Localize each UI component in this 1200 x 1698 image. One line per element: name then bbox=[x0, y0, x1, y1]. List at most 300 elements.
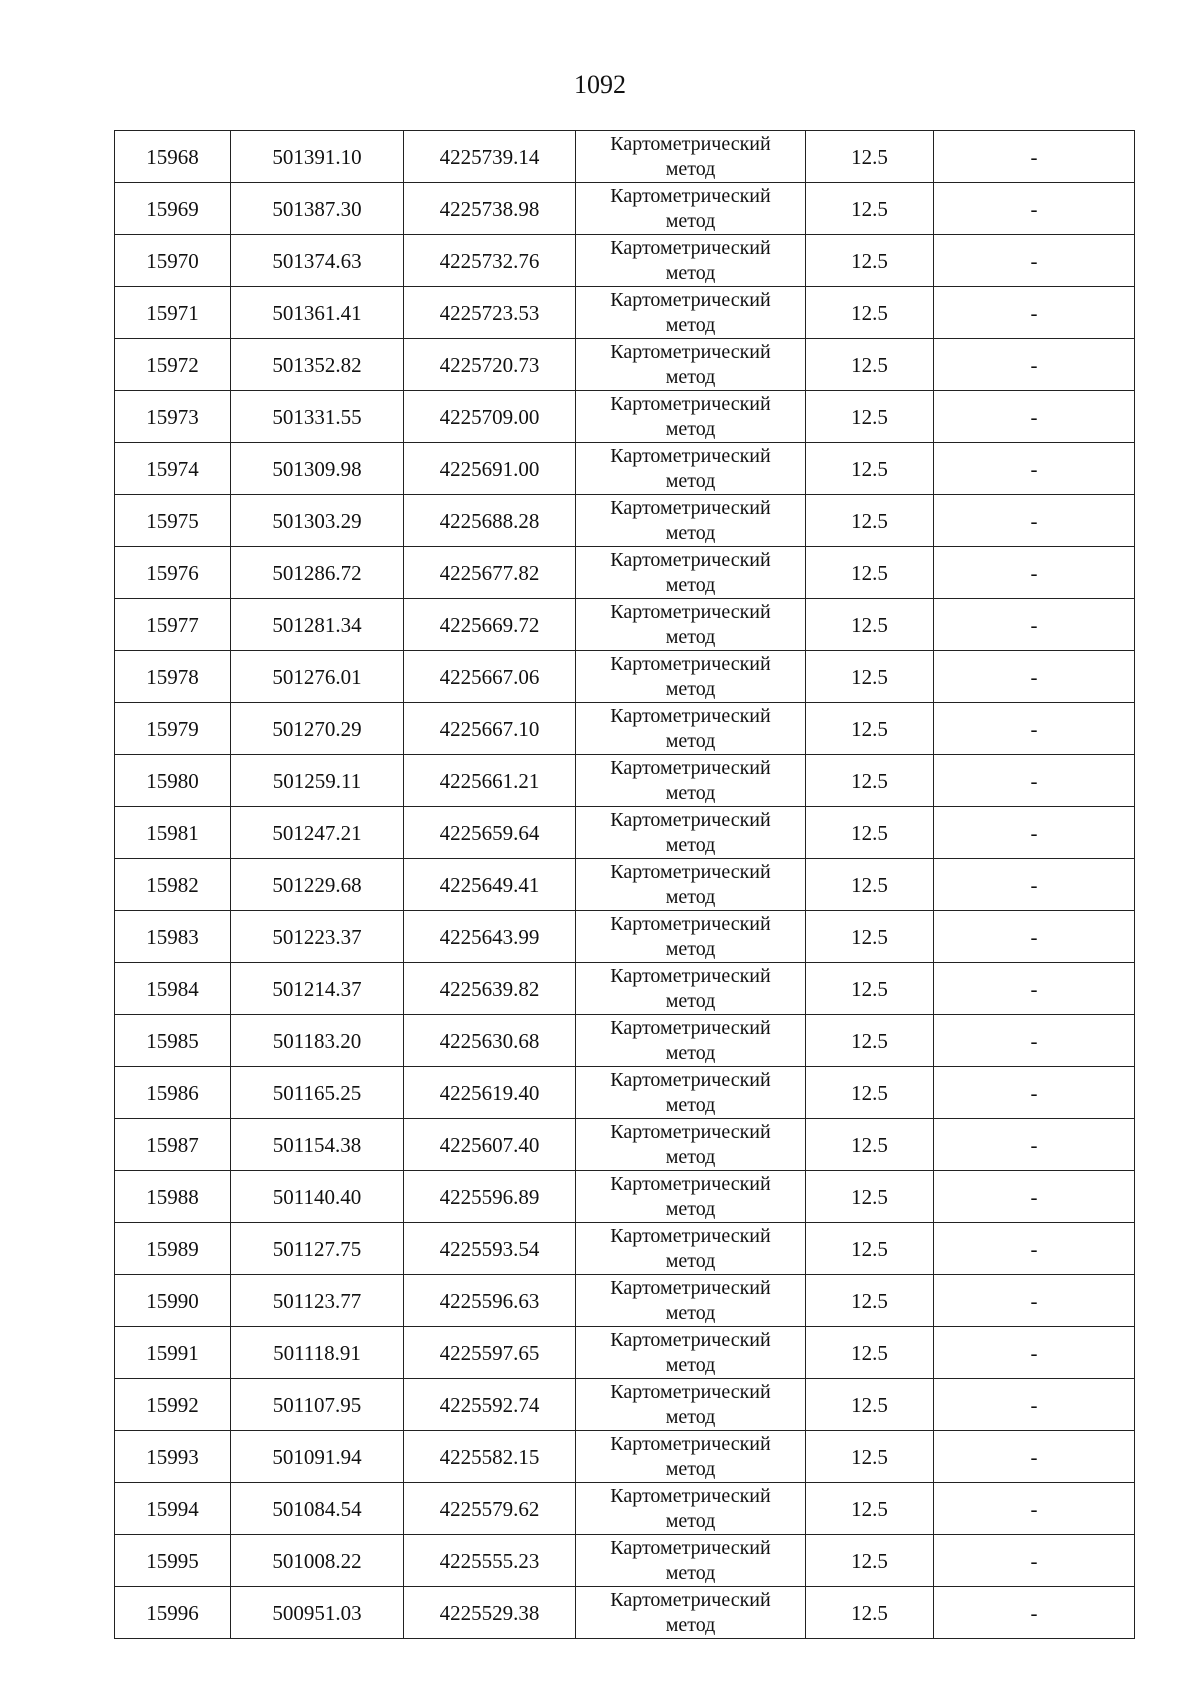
point-number-cell bbox=[115, 599, 231, 651]
precision-cell bbox=[806, 963, 934, 1015]
note-cell bbox=[934, 131, 1135, 183]
note-cell bbox=[934, 183, 1135, 235]
precision-cell bbox=[806, 391, 934, 443]
y-coordinate-cell bbox=[404, 1275, 576, 1327]
method-cell bbox=[576, 1067, 806, 1119]
point-number-cell bbox=[115, 391, 231, 443]
x-coordinate-cell bbox=[231, 1483, 404, 1535]
y-coordinate: 4225677.82 bbox=[439, 560, 540, 585]
x-coordinate-cell bbox=[231, 703, 404, 755]
method-cell bbox=[576, 1379, 806, 1431]
method-line-2: метод bbox=[665, 1457, 716, 1480]
method-line-2: метод bbox=[665, 1613, 716, 1636]
y-coordinate: 4225667.06 bbox=[439, 664, 540, 689]
precision-cell bbox=[806, 495, 934, 547]
x-coordinate-cell bbox=[231, 859, 404, 911]
note-cell bbox=[934, 963, 1135, 1015]
method-cell bbox=[576, 235, 806, 287]
y-coordinate-cell bbox=[404, 859, 576, 911]
method-line-2: метод bbox=[665, 209, 716, 232]
precision-value: 12.5 bbox=[851, 1132, 888, 1157]
x-coordinate: 500951.03 bbox=[272, 1600, 362, 1625]
table-row bbox=[115, 1067, 1135, 1119]
y-coordinate-cell bbox=[404, 443, 576, 495]
precision-value: 12.5 bbox=[851, 1444, 888, 1469]
x-coordinate-cell bbox=[231, 1327, 404, 1379]
table-row bbox=[115, 1483, 1135, 1535]
note-value: - bbox=[1030, 612, 1038, 637]
precision-cell bbox=[806, 183, 934, 235]
precision-value: 12.5 bbox=[851, 820, 888, 845]
y-coordinate: 4225555.23 bbox=[439, 1548, 540, 1573]
point-number: 15973 bbox=[146, 404, 199, 429]
method-line-1: Картометрический bbox=[610, 236, 771, 259]
precision-cell bbox=[806, 703, 934, 755]
method-line-2: метод bbox=[665, 1249, 716, 1272]
method-line-1: Картометрический bbox=[610, 600, 771, 623]
x-coordinate-cell bbox=[231, 755, 404, 807]
method-cell bbox=[576, 963, 806, 1015]
table-row bbox=[115, 1119, 1135, 1171]
y-coordinate: 4225661.21 bbox=[439, 768, 540, 793]
precision-value: 12.5 bbox=[851, 1288, 888, 1313]
note-cell bbox=[934, 859, 1135, 911]
note-cell bbox=[934, 1015, 1135, 1067]
method-line-2: метод bbox=[665, 1145, 716, 1168]
y-coordinate-cell bbox=[404, 911, 576, 963]
method-cell bbox=[576, 703, 806, 755]
method-cell bbox=[576, 911, 806, 963]
point-number: 15971 bbox=[146, 300, 199, 325]
x-coordinate-cell bbox=[231, 651, 404, 703]
y-coordinate-cell bbox=[404, 547, 576, 599]
method-line-1: Картометрический bbox=[610, 1276, 771, 1299]
point-number: 15988 bbox=[146, 1184, 199, 1209]
point-number-cell bbox=[115, 443, 231, 495]
table-row bbox=[115, 443, 1135, 495]
y-coordinate-cell bbox=[404, 755, 576, 807]
x-coordinate: 501229.68 bbox=[272, 872, 362, 897]
y-coordinate: 4225709.00 bbox=[439, 404, 540, 429]
note-cell bbox=[934, 755, 1135, 807]
point-number-cell bbox=[115, 1535, 231, 1587]
point-number: 15983 bbox=[146, 924, 199, 949]
point-number-cell bbox=[115, 1275, 231, 1327]
method-line-1: Картометрический bbox=[610, 184, 771, 207]
note-value: - bbox=[1030, 1548, 1038, 1573]
precision-value: 12.5 bbox=[851, 976, 888, 1001]
note-cell bbox=[934, 1223, 1135, 1275]
y-coordinate: 4225723.53 bbox=[439, 300, 540, 325]
precision-cell bbox=[806, 1483, 934, 1535]
precision-cell bbox=[806, 651, 934, 703]
y-coordinate: 4225643.99 bbox=[439, 924, 540, 949]
note-value: - bbox=[1030, 1132, 1038, 1157]
table-row bbox=[115, 755, 1135, 807]
precision-value: 12.5 bbox=[851, 508, 888, 533]
precision-value: 12.5 bbox=[851, 1496, 888, 1521]
method-line-2: метод bbox=[665, 677, 716, 700]
x-coordinate: 501331.55 bbox=[272, 404, 362, 429]
note-cell bbox=[934, 1431, 1135, 1483]
precision-cell bbox=[806, 859, 934, 911]
method-cell bbox=[576, 495, 806, 547]
x-coordinate: 501281.34 bbox=[272, 612, 362, 637]
method-cell bbox=[576, 339, 806, 391]
precision-value: 12.5 bbox=[851, 1392, 888, 1417]
table-row bbox=[115, 1587, 1135, 1639]
method-line-1: Картометрический bbox=[610, 1172, 771, 1195]
method-line-1: Картометрический bbox=[610, 1588, 771, 1611]
precision-value: 12.5 bbox=[851, 664, 888, 689]
x-coordinate-cell bbox=[231, 495, 404, 547]
table-row bbox=[115, 1275, 1135, 1327]
table-row bbox=[115, 1431, 1135, 1483]
y-coordinate-cell bbox=[404, 1587, 576, 1639]
y-coordinate: 4225579.62 bbox=[439, 1496, 540, 1521]
y-coordinate-cell bbox=[404, 963, 576, 1015]
table-row bbox=[115, 339, 1135, 391]
method-line-2: метод bbox=[665, 261, 716, 284]
precision-value: 12.5 bbox=[851, 1548, 888, 1573]
x-coordinate-cell bbox=[231, 1171, 404, 1223]
point-number-cell bbox=[115, 339, 231, 391]
method-line-2: метод bbox=[665, 157, 716, 180]
y-coordinate: 4225596.63 bbox=[439, 1288, 540, 1313]
point-number-cell bbox=[115, 131, 231, 183]
precision-value: 12.5 bbox=[851, 352, 888, 377]
note-value: - bbox=[1030, 248, 1038, 273]
note-value: - bbox=[1030, 1028, 1038, 1053]
x-coordinate: 501286.72 bbox=[272, 560, 362, 585]
note-value: - bbox=[1030, 1444, 1038, 1469]
x-coordinate-cell bbox=[231, 235, 404, 287]
point-number-cell bbox=[115, 183, 231, 235]
page-number: 1092 bbox=[574, 70, 626, 99]
method-cell bbox=[576, 807, 806, 859]
precision-value: 12.5 bbox=[851, 196, 888, 221]
y-coordinate-cell bbox=[404, 599, 576, 651]
note-cell bbox=[934, 1483, 1135, 1535]
table-row bbox=[115, 911, 1135, 963]
precision-cell bbox=[806, 1275, 934, 1327]
point-number: 15995 bbox=[146, 1548, 199, 1573]
point-number: 15975 bbox=[146, 508, 199, 533]
method-cell bbox=[576, 443, 806, 495]
method-line-2: метод bbox=[665, 1041, 716, 1064]
x-coordinate-cell bbox=[231, 1275, 404, 1327]
point-number: 15982 bbox=[146, 872, 199, 897]
precision-cell bbox=[806, 1223, 934, 1275]
precision-cell bbox=[806, 1379, 934, 1431]
x-coordinate-cell bbox=[231, 599, 404, 651]
method-cell bbox=[576, 1223, 806, 1275]
note-value: - bbox=[1030, 1340, 1038, 1365]
x-coordinate-cell bbox=[231, 443, 404, 495]
precision-cell bbox=[806, 1119, 934, 1171]
y-coordinate-cell bbox=[404, 1119, 576, 1171]
method-cell bbox=[576, 287, 806, 339]
y-coordinate: 4225630.68 bbox=[439, 1028, 540, 1053]
precision-value: 12.5 bbox=[851, 1080, 888, 1105]
x-coordinate: 501008.22 bbox=[272, 1548, 362, 1573]
y-coordinate-cell bbox=[404, 391, 576, 443]
method-line-1: Картометрический bbox=[610, 496, 771, 519]
note-cell bbox=[934, 1119, 1135, 1171]
method-cell bbox=[576, 1119, 806, 1171]
method-line-1: Картометрический bbox=[610, 860, 771, 883]
method-line-2: метод bbox=[665, 469, 716, 492]
method-line-2: метод bbox=[665, 625, 716, 648]
y-coordinate-cell bbox=[404, 1535, 576, 1587]
method-line-2: метод bbox=[665, 1197, 716, 1220]
method-line-2: метод bbox=[665, 833, 716, 856]
y-coordinate-cell bbox=[404, 651, 576, 703]
method-line-1: Картометрический bbox=[610, 704, 771, 727]
point-number-cell bbox=[115, 1483, 231, 1535]
method-cell bbox=[576, 547, 806, 599]
note-value: - bbox=[1030, 664, 1038, 689]
precision-value: 12.5 bbox=[851, 300, 888, 325]
method-line-1: Картометрический bbox=[610, 808, 771, 831]
y-coordinate: 4225596.89 bbox=[439, 1184, 540, 1209]
x-coordinate-cell bbox=[231, 963, 404, 1015]
note-value: - bbox=[1030, 976, 1038, 1001]
x-coordinate-cell bbox=[231, 131, 404, 183]
note-cell bbox=[934, 1587, 1135, 1639]
y-coordinate: 4225649.41 bbox=[439, 872, 540, 897]
precision-cell bbox=[806, 807, 934, 859]
table-row bbox=[115, 1171, 1135, 1223]
method-line-2: метод bbox=[665, 573, 716, 596]
method-line-1: Картометрический bbox=[610, 1432, 771, 1455]
note-cell bbox=[934, 287, 1135, 339]
method-cell bbox=[576, 131, 806, 183]
method-line-2: метод bbox=[665, 729, 716, 752]
precision-value: 12.5 bbox=[851, 1340, 888, 1365]
note-value: - bbox=[1030, 1184, 1038, 1209]
x-coordinate-cell bbox=[231, 1535, 404, 1587]
table-row bbox=[115, 599, 1135, 651]
x-coordinate: 501140.40 bbox=[272, 1184, 362, 1209]
table-row bbox=[115, 391, 1135, 443]
x-coordinate-cell bbox=[231, 1431, 404, 1483]
note-cell bbox=[934, 807, 1135, 859]
note-cell bbox=[934, 1379, 1135, 1431]
table-row bbox=[115, 1015, 1135, 1067]
point-number: 15996 bbox=[146, 1600, 199, 1625]
note-value: - bbox=[1030, 144, 1038, 169]
point-number-cell bbox=[115, 495, 231, 547]
precision-value: 12.5 bbox=[851, 1184, 888, 1209]
method-cell bbox=[576, 859, 806, 911]
table-row bbox=[115, 1379, 1135, 1431]
precision-value: 12.5 bbox=[851, 716, 888, 741]
method-line-2: метод bbox=[665, 1509, 716, 1532]
x-coordinate: 501091.94 bbox=[272, 1444, 362, 1469]
precision-cell bbox=[806, 235, 934, 287]
x-coordinate-cell bbox=[231, 1223, 404, 1275]
y-coordinate: 4225639.82 bbox=[439, 976, 540, 1001]
point-number: 15981 bbox=[146, 820, 199, 845]
coordinates-table-body bbox=[115, 131, 1135, 1639]
x-coordinate: 501303.29 bbox=[272, 508, 362, 533]
y-coordinate: 4225669.72 bbox=[439, 612, 540, 637]
precision-value: 12.5 bbox=[851, 1600, 888, 1625]
point-number: 15968 bbox=[146, 144, 199, 169]
method-line-2: метод bbox=[665, 365, 716, 388]
y-coordinate: 4225738.98 bbox=[439, 196, 540, 221]
method-line-1: Картометрический bbox=[610, 1328, 771, 1351]
table-row bbox=[115, 495, 1135, 547]
table-row bbox=[115, 703, 1135, 755]
method-line-2: метод bbox=[665, 885, 716, 908]
table-row bbox=[115, 131, 1135, 183]
precision-cell bbox=[806, 1171, 934, 1223]
point-number: 15985 bbox=[146, 1028, 199, 1053]
y-coordinate: 4225732.76 bbox=[439, 248, 540, 273]
precision-cell bbox=[806, 131, 934, 183]
method-cell bbox=[576, 1535, 806, 1587]
note-value: - bbox=[1030, 768, 1038, 793]
table-row bbox=[115, 547, 1135, 599]
note-cell bbox=[934, 703, 1135, 755]
precision-value: 12.5 bbox=[851, 612, 888, 637]
x-coordinate: 501214.37 bbox=[272, 976, 362, 1001]
point-number-cell bbox=[115, 703, 231, 755]
x-coordinate: 501118.91 bbox=[273, 1340, 361, 1365]
point-number-cell bbox=[115, 651, 231, 703]
x-coordinate: 501276.01 bbox=[272, 664, 362, 689]
y-coordinate: 4225667.10 bbox=[439, 716, 540, 741]
point-number-cell bbox=[115, 755, 231, 807]
precision-value: 12.5 bbox=[851, 560, 888, 585]
table-row bbox=[115, 807, 1135, 859]
table-row bbox=[115, 859, 1135, 911]
x-coordinate-cell bbox=[231, 1587, 404, 1639]
precision-cell bbox=[806, 911, 934, 963]
point-number: 15986 bbox=[146, 1080, 199, 1105]
method-cell bbox=[576, 1431, 806, 1483]
x-coordinate: 501259.11 bbox=[272, 768, 362, 793]
y-coordinate: 4225619.40 bbox=[439, 1080, 540, 1105]
method-line-1: Картометрический bbox=[610, 1536, 771, 1559]
note-cell bbox=[934, 1275, 1135, 1327]
y-coordinate: 4225691.00 bbox=[439, 456, 540, 481]
x-coordinate: 501387.30 bbox=[272, 196, 362, 221]
point-number: 15989 bbox=[146, 1236, 199, 1261]
method-cell bbox=[576, 1483, 806, 1535]
note-value: - bbox=[1030, 820, 1038, 845]
precision-cell bbox=[806, 287, 934, 339]
point-number: 15979 bbox=[146, 716, 199, 741]
method-cell bbox=[576, 1275, 806, 1327]
x-coordinate: 501374.63 bbox=[272, 248, 362, 273]
method-cell bbox=[576, 1587, 806, 1639]
precision-value: 12.5 bbox=[851, 924, 888, 949]
note-cell bbox=[934, 651, 1135, 703]
method-line-1: Картометрический bbox=[610, 340, 771, 363]
y-coordinate-cell bbox=[404, 1067, 576, 1119]
x-coordinate: 501247.21 bbox=[272, 820, 362, 845]
y-coordinate: 4225592.74 bbox=[439, 1392, 540, 1417]
note-cell bbox=[934, 1535, 1135, 1587]
point-number: 15984 bbox=[146, 976, 199, 1001]
precision-cell bbox=[806, 755, 934, 807]
point-number: 15978 bbox=[146, 664, 199, 689]
method-line-2: метод bbox=[665, 1301, 716, 1324]
y-coordinate-cell bbox=[404, 287, 576, 339]
note-value: - bbox=[1030, 508, 1038, 533]
note-cell bbox=[934, 1067, 1135, 1119]
method-line-1: Картометрический bbox=[610, 1484, 771, 1507]
x-coordinate-cell bbox=[231, 287, 404, 339]
note-value: - bbox=[1030, 1600, 1038, 1625]
table-row bbox=[115, 1535, 1135, 1587]
method-line-2: метод bbox=[665, 1093, 716, 1116]
y-coordinate: 4225529.38 bbox=[439, 1600, 540, 1625]
note-cell bbox=[934, 911, 1135, 963]
y-coordinate-cell bbox=[404, 183, 576, 235]
note-value: - bbox=[1030, 456, 1038, 481]
x-coordinate-cell bbox=[231, 1379, 404, 1431]
precision-cell bbox=[806, 1587, 934, 1639]
point-number: 15969 bbox=[146, 196, 199, 221]
x-coordinate: 501165.25 bbox=[272, 1080, 362, 1105]
x-coordinate-cell bbox=[231, 807, 404, 859]
point-number: 15972 bbox=[146, 352, 199, 377]
note-value: - bbox=[1030, 1288, 1038, 1313]
x-coordinate-cell bbox=[231, 339, 404, 391]
note-value: - bbox=[1030, 196, 1038, 221]
method-line-1: Картометрический bbox=[610, 548, 771, 571]
x-coordinate-cell bbox=[231, 1119, 404, 1171]
table-row bbox=[115, 287, 1135, 339]
method-cell bbox=[576, 1171, 806, 1223]
y-coordinate-cell bbox=[404, 807, 576, 859]
point-number-cell bbox=[115, 1067, 231, 1119]
point-number-cell bbox=[115, 287, 231, 339]
x-coordinate: 501309.98 bbox=[272, 456, 362, 481]
point-number-cell bbox=[115, 547, 231, 599]
method-line-2: метод bbox=[665, 989, 716, 1012]
method-line-1: Картометрический bbox=[610, 1068, 771, 1091]
note-value: - bbox=[1030, 404, 1038, 429]
method-line-2: метод bbox=[665, 1561, 716, 1584]
point-number: 15970 bbox=[146, 248, 199, 273]
method-cell bbox=[576, 391, 806, 443]
point-number: 15991 bbox=[146, 1340, 199, 1365]
method-cell bbox=[576, 651, 806, 703]
x-coordinate: 501107.95 bbox=[272, 1392, 362, 1417]
note-value: - bbox=[1030, 1236, 1038, 1261]
precision-value: 12.5 bbox=[851, 872, 888, 897]
note-value: - bbox=[1030, 1080, 1038, 1105]
y-coordinate-cell bbox=[404, 1379, 576, 1431]
note-cell bbox=[934, 443, 1135, 495]
point-number: 15977 bbox=[146, 612, 199, 637]
point-number-cell bbox=[115, 1327, 231, 1379]
precision-cell bbox=[806, 1431, 934, 1483]
method-line-2: метод bbox=[665, 313, 716, 336]
method-cell bbox=[576, 183, 806, 235]
method-line-2: метод bbox=[665, 781, 716, 804]
y-coordinate: 4225659.64 bbox=[439, 820, 540, 845]
method-line-1: Картометрический bbox=[610, 964, 771, 987]
note-value: - bbox=[1030, 716, 1038, 741]
method-line-2: метод bbox=[665, 417, 716, 440]
table-row bbox=[115, 651, 1135, 703]
